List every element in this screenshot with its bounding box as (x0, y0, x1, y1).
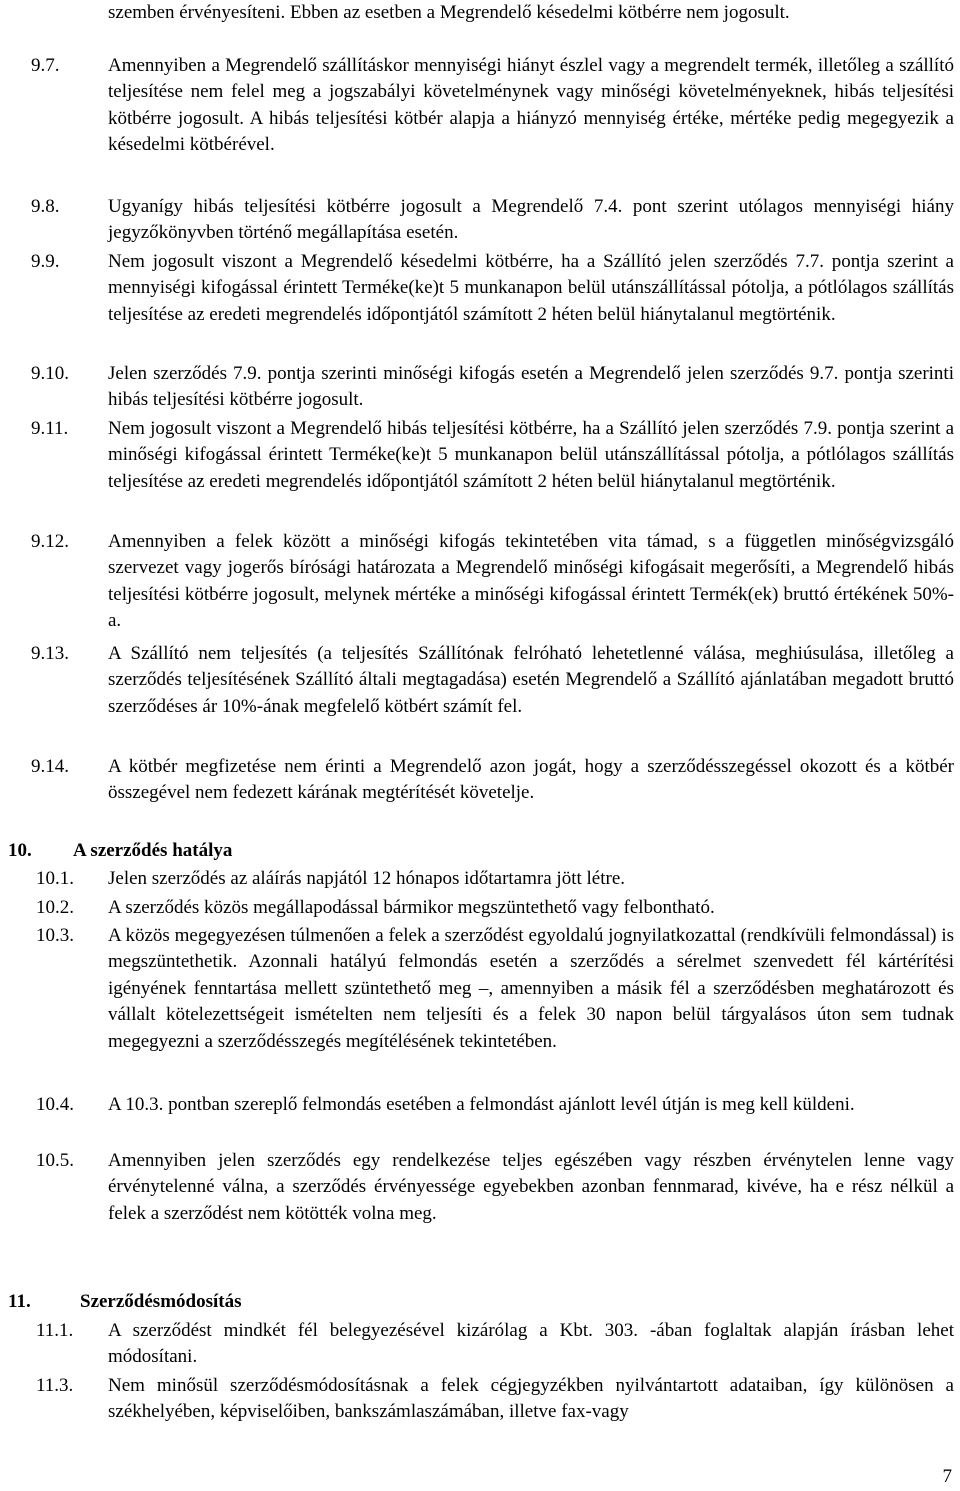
clause-number: 9.13. (31, 643, 69, 664)
section-title: Szerződésmódosítás (80, 1291, 242, 1312)
clause-text: Amennyiben jelen szerződés egy rendelkezése teljes egészében vagy részben érvénytelen lenne vagy érvénytelenné válna, a szerződés érvényessége egyebekben azonban fennmarad, kivéve, ha e rész nélkül a felek a szerződést nem kötötték volna meg. (108, 1150, 954, 1224)
clause-number: 9.9. (31, 251, 60, 272)
section-number: 10. (8, 840, 32, 861)
clause-number: 10.4. (36, 1094, 74, 1115)
clause-text: Nem minősül szerződésmódosításnak a felek cégjegyzékben nyilvántartott adataiban, így különösen a székhelyében, képviselőiben, bankszámlaszámában, illetve fax-vagy (108, 1375, 954, 1423)
clause-number: 11.3. (36, 1375, 74, 1396)
clause-number: 9.11. (31, 418, 69, 439)
clause-text: A szerződést mindkét fél belegyezésével kizárólag a Kbt. 303. -ában foglaltak alapján írásban lehet módosítani. (108, 1320, 954, 1368)
clause-number: 10.1. (36, 868, 74, 889)
clause-text: Nem jogosult viszont a Megrendelő késedelmi kötbérre, ha a Szállító jelen szerződés 7.7. pontja szerint a mennyiségi kifogással érintett Terméke(ke)t 5 munkanapon belül utánszállítással pótolja, a pótlólagos szállítás teljesítése az eredeti megrendelés időpontjától számított 2 héten belül hiánytalanul megtörténik. (108, 251, 954, 325)
clause-number: 10.5. (36, 1150, 74, 1171)
clause-number: 10.2. (36, 897, 74, 918)
clause-number: 9.8. (31, 196, 60, 217)
clause-text: A 10.3. pontban szereplő felmondás esetében a felmondást ajánlott levél útján is meg kell küldeni. (108, 1094, 855, 1115)
clause-number: 9.12. (31, 531, 69, 552)
clause-text: A szerződés közös megállapodással bármikor megszüntethető vagy felbontható. (108, 897, 715, 918)
section-title: A szerződés hatálya (73, 840, 233, 861)
clause-number: 9.10. (31, 363, 69, 384)
clause-text: A kötbér megfizetése nem érinti a Megrendelő azon jogát, hogy a szerződésszegéssel okozott és a kötbér összegével nem fedezett kárának megtérítését követelje. (108, 756, 954, 804)
intro-text: szemben érvényesíteni. Ebben az esetben a Megrendelő késedelmi kötbérre nem jogosult. (108, 2, 790, 23)
clause-number: 9.14. (31, 756, 69, 777)
clause-number: 9.7. (31, 55, 60, 76)
section-number: 11. (8, 1291, 31, 1312)
clause-text: Jelen szerződés 7.9. pontja szerinti minőségi kifogás esetén a Megrendelő jelen szerződés 9.7. pontja szerinti hibás teljesítési kötbérre jogosult. (108, 363, 954, 411)
clause-text: Amennyiben a felek között a minőségi kifogás tekintetében vita támad, s a független minőségvizsgáló szervezet vagy jogerős bírósági határozata a Megrendelő minőségi kifogásait megerősíti, a Megrendelő hibás teljesítési kötbérre jogosult, melynek mértéke a minőségi kifogással érintett Termék(ek) bruttó értékének 50%-a. (108, 531, 954, 632)
clause-text: Amennyiben a Megrendelő szállításkor mennyiségi hiányt észlel vagy a megrendelt termék, illetőleg a szállító teljesítése nem felel meg a jogszabályi követelménynek vagy minőségi követelményeknek, hibás teljesítési kötbérre jogosult. A hibás teljesítési kötbér alapja a hiányzó mennyiség értéke, mértéke pedig megegyezik a késedelmi kötbérével. (108, 55, 954, 156)
clause-number: 10.3. (36, 925, 74, 946)
clause-number: 11.1. (36, 1320, 74, 1341)
clause-text: A Szállító nem teljesítés (a teljesítés Szállítónak felróható lehetetlenné válása, meghiúsulása, illetőleg a szerződés teljesítésének Szállító általi megtagadása) esetén Megrendelő a Szállító ajánlatában megadott bruttó szerződéses ár 10%-ának megfelelő kötbért számít fel. (108, 643, 954, 717)
clause-text: Nem jogosult viszont a Megrendelő hibás teljesítési kötbérre, ha a Szállító jelen szerződés 7.9. pontja szerint a minőségi kifogással érintett Terméke(ke)t 5 munkanapon belül utánszállítással pótolja, a pótlólagos szállítás teljesítése az eredeti megrendelés időpontjától számított 2 héten belül hiánytalanul megtörténik. (108, 418, 954, 492)
clause-text: Ugyanígy hibás teljesítési kötbérre jogosult a Megrendelő 7.4. pont szerint utólagos mennyiségi hiány jegyzőkönyvben történő megállapítása esetén. (108, 196, 954, 244)
page-number: 7 (942, 1466, 952, 1487)
clause-text: Jelen szerződés az aláírás napjától 12 hónapos időtartamra jött létre. (108, 868, 626, 889)
clause-text: A közös megegyezésen túlmenően a felek a szerződést egyoldalú jognyilatkozattal (rendkívüli felmondással) is megszüntethetik. Azonnali hatályú felmondás esetén a szerződés a sérelmet szenvedett fél kártérítési igényének fenntartása mellett szüntethető meg –, amennyiben a másik fél a szerződésben meghatározott és vállalt kötelezettségeit ismételten nem teljesíti és a felek 30 napon belül tárgyalásos úton sem tudnak megegyezni a szerződésszegés megítélésének tekintetében. (108, 925, 954, 1052)
